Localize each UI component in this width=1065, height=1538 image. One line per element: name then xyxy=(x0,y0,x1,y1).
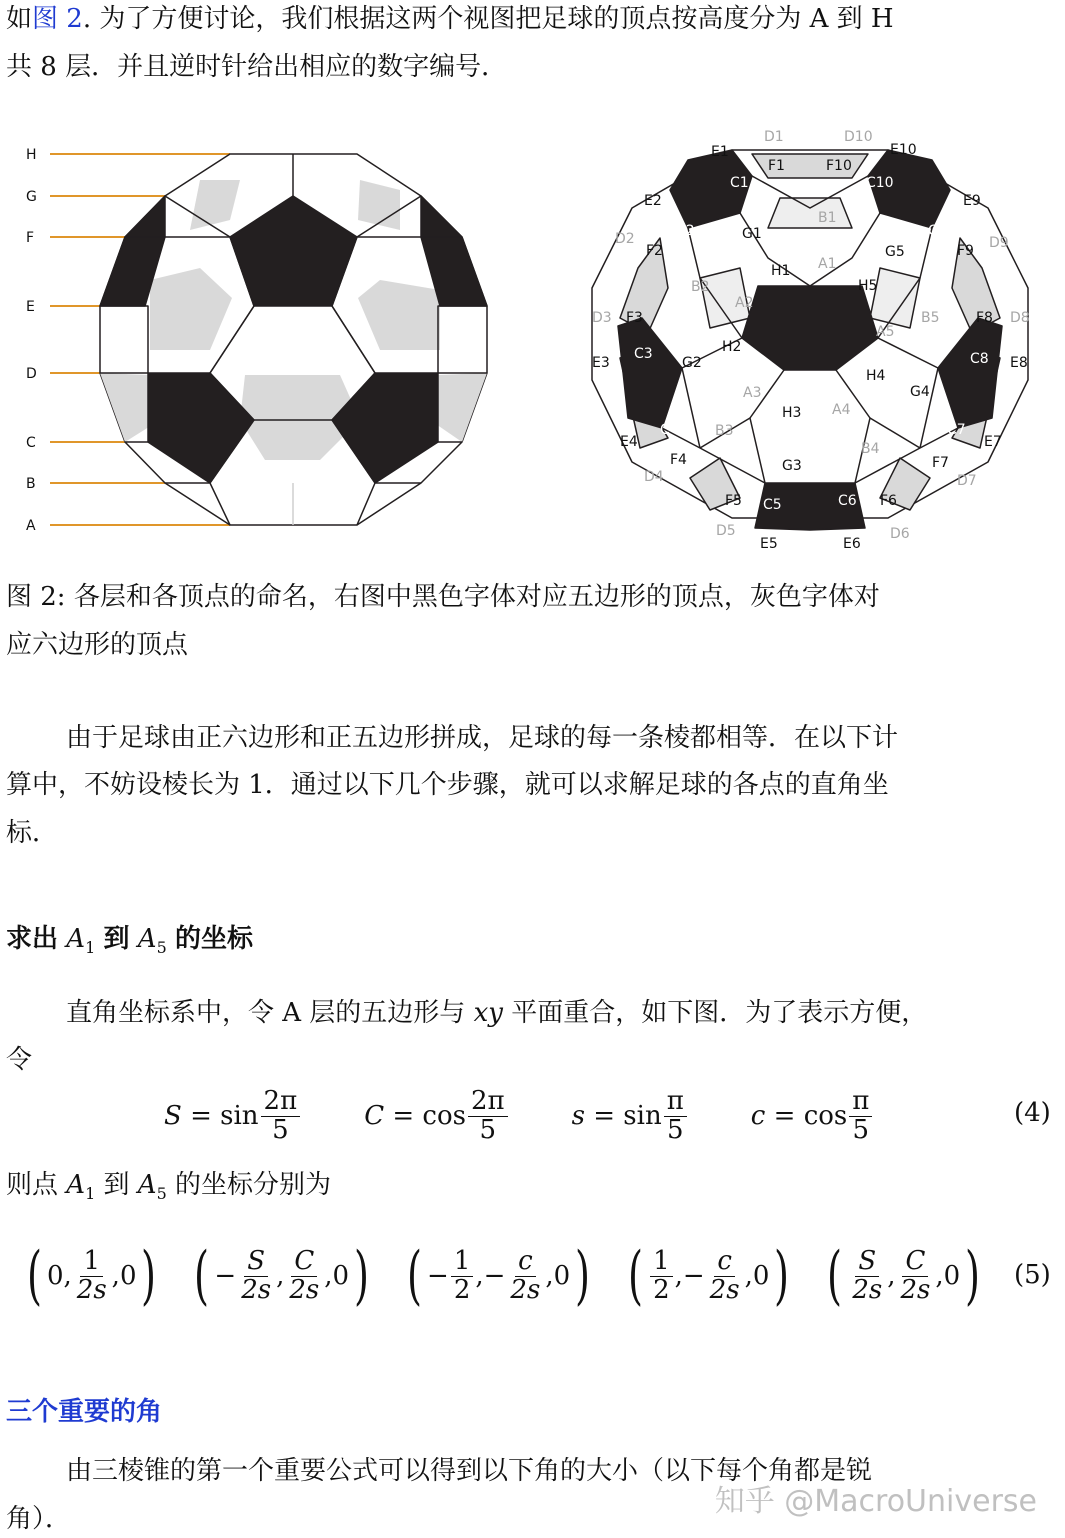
section-heading-a1-a5: 求出 $A_1$ 到 $A_5$ 的坐标 xyxy=(6,924,254,957)
label-f5: F5 xyxy=(725,493,742,509)
label-g5: G5 xyxy=(885,244,905,260)
figure-caption-line-1: 图 2: 各层和各顶点的命名，右图中黑色字体对应五边形的顶点，灰色字体对 xyxy=(6,582,880,612)
label-b2: B2 xyxy=(691,279,710,295)
label-h5: H5 xyxy=(858,278,878,294)
label-d1: D1 xyxy=(764,129,784,145)
label-f8: F8 xyxy=(976,310,993,326)
layer-label-g: G xyxy=(26,189,37,205)
label-d7: D7 xyxy=(957,473,977,489)
label-c4: C4 xyxy=(660,422,679,438)
label-f2: F2 xyxy=(646,243,663,259)
point-a1: ( 0 , $\frac{1}{2s}$ , 0 ) xyxy=(26,1239,157,1313)
label-c6: C6 xyxy=(838,493,857,509)
label-e2: E2 xyxy=(644,193,662,209)
para1-line-1: 由于足球由正六边形和正五边形拼成，足球的每一条棱都相等．在以下计 xyxy=(66,723,899,753)
point-a2: ( − $\frac{S}{2s}$ , $\frac{C}{2s}$ , 0 ) xyxy=(194,1239,370,1313)
intro-line-1: 如图 2. 为了方便讨论，我们根据这两个视图把足球的顶点按高度分为 A 到 H xyxy=(6,4,894,34)
label-e1: E1 xyxy=(711,144,729,160)
label-a4: A4 xyxy=(832,402,851,418)
label-f9: F9 xyxy=(957,243,974,259)
label-d5: D5 xyxy=(716,523,736,539)
label-d3: D3 xyxy=(592,310,612,326)
label-c8: C8 xyxy=(970,351,989,367)
label-f6: F6 xyxy=(880,493,897,509)
label-b4: B4 xyxy=(861,441,880,457)
label-g3: G3 xyxy=(782,458,802,474)
label-b5: B5 xyxy=(921,310,940,326)
label-d9: D9 xyxy=(989,235,1009,251)
label-g1: G1 xyxy=(742,226,762,242)
label-g2: G2 xyxy=(682,355,702,371)
label-h2: H2 xyxy=(722,339,742,355)
label-d4: D4 xyxy=(644,469,664,485)
para1-line-2: 算中，不妨设棱长为 1．通过以下几个步骤，就可以求解足球的各点的直角坐 xyxy=(6,770,889,800)
label-h3: H3 xyxy=(782,405,802,421)
label-h1: H1 xyxy=(771,263,791,279)
label-d8: D8 xyxy=(1010,310,1030,326)
label-c3: C3 xyxy=(634,346,653,362)
label-e7: E7 xyxy=(984,434,1002,450)
para1-line-3: 标． xyxy=(6,818,59,848)
points-intro: 则点 $A_1$ 到 $A_5$ 的坐标分别为 xyxy=(6,1170,332,1203)
para3-line-2: 角）． xyxy=(6,1504,72,1534)
label-e3: E3 xyxy=(592,355,610,371)
soccer-ball-top-view xyxy=(590,118,1050,558)
label-g4: G4 xyxy=(910,384,930,400)
watermark: 知乎 @MacroUniverse xyxy=(714,1484,1037,1519)
equation-5 xyxy=(22,1236,985,1316)
label-d6: D6 xyxy=(890,526,910,542)
layer-label-a: A xyxy=(26,518,36,534)
label-e10: E10 xyxy=(890,142,917,158)
label-e9: E9 xyxy=(963,193,981,209)
label-b1: B1 xyxy=(818,210,837,226)
intro-line-2: 共 8 层．并且逆时针给出相应的数字编号． xyxy=(6,52,508,82)
point-a4: ( $\frac{1}{2}$ , − $\frac{c}{2s}$ , 0 ) xyxy=(628,1239,790,1313)
label-f10: F10 xyxy=(826,158,852,174)
layer-label-f: F xyxy=(26,230,35,246)
para3-line-1: 由三棱锥的第一个重要公式可以得到以下角的大小（以下每个角都是锐 xyxy=(66,1456,873,1486)
label-c7: C7 xyxy=(947,422,966,438)
label-f7: F7 xyxy=(932,455,949,471)
label-c1: C1 xyxy=(730,175,749,191)
layer-label-d: D xyxy=(26,366,37,382)
layer-label-c: C xyxy=(26,435,36,451)
label-f4: F4 xyxy=(670,452,687,468)
layer-label-b: B xyxy=(26,476,36,492)
point-a3: ( − $\frac{1}{2}$ , − $\frac{c}{2s}$ , 0 ) xyxy=(407,1239,591,1313)
label-e5: E5 xyxy=(760,536,778,552)
point-a5: ( $\frac{S}{2s}$ , $\frac{C}{2s}$ , 0 ) xyxy=(827,1239,981,1313)
para2-line-2: 令 xyxy=(6,1045,33,1075)
equation-4-number: (4) xyxy=(1014,1098,1051,1128)
label-a3: A3 xyxy=(743,385,762,401)
figure-2-link[interactable]: 图 2 xyxy=(32,4,83,34)
label-d10: D10 xyxy=(844,129,873,145)
para2-line-1: 直角坐标系中，令 A 层的五边形与 xy 平面重合，如下图．为了表示方便， xyxy=(66,998,928,1028)
label-c10: C10 xyxy=(866,175,894,191)
label-e8: E8 xyxy=(1010,355,1028,371)
label-c2: C2 xyxy=(676,223,695,239)
figure-caption-line-2: 应六边形的顶点 xyxy=(6,630,189,660)
label-a5: A5 xyxy=(876,324,895,340)
label-d2: D2 xyxy=(615,231,635,247)
label-f1: F1 xyxy=(768,158,785,174)
label-e6: E6 xyxy=(843,536,861,552)
label-e4: E4 xyxy=(620,434,638,450)
soccer-ball-side-view xyxy=(0,120,500,540)
label-c5: C5 xyxy=(763,497,782,513)
equation-4: S = sin $\frac{2\pi}{5}$ C = cos $\frac{2\pi}{5}$ s = sin $\frac{\pi}{5}$ c = cos $\frac{\pi}{5}$ xyxy=(164,1083,874,1149)
label-a2: A2 xyxy=(735,295,754,311)
label-h4: H4 xyxy=(866,368,886,384)
layer-label-h: H xyxy=(26,147,37,163)
equation-5-number: (5) xyxy=(1014,1260,1051,1290)
section-heading-three-angles: 三个重要的角 xyxy=(6,1397,163,1427)
label-b3: B3 xyxy=(715,423,734,439)
label-a1: A1 xyxy=(818,256,837,272)
layer-label-e: E xyxy=(26,299,35,315)
label-f3: F3 xyxy=(626,310,643,326)
label-c9: C9 xyxy=(928,223,947,239)
